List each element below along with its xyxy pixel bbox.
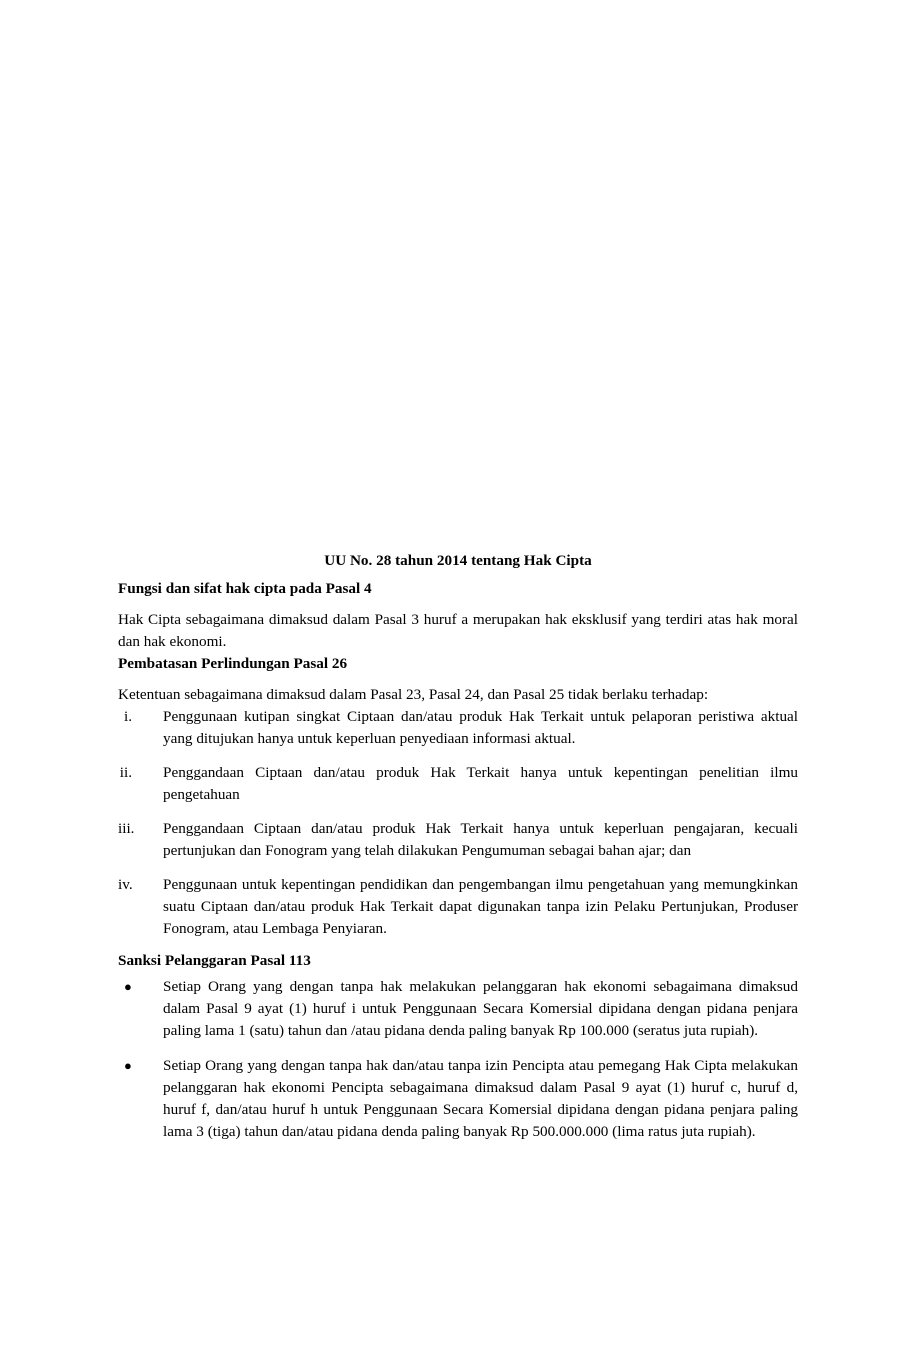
list-item: [118, 762, 798, 806]
bullet-icon: ●: [124, 1058, 132, 1073]
list-pasal-113: [118, 976, 798, 1143]
section-heading-pasal-26: Pembatasan Perlindungan Pasal 26: [118, 655, 348, 672]
list-pasal-26: [118, 706, 798, 940]
list-item: [118, 706, 798, 750]
list-item-text: Penggunaan untuk kepentingan pendidikan dan pengembangan ilmu pengetahuan yang memungkinkan suatu Ciptaan dan/atau produk Hak Terkait dapat digunakan tanpa izin Pelaku Pertunjukan, Produser Fonogram, atau Lembaga Penyiaran.: [163, 876, 798, 937]
list-item: [118, 1055, 798, 1143]
list-item: [118, 818, 798, 862]
paragraph-pasal-4: Hak Cipta sebagaimana dimaksud dalam Pasal 3 huruf a merupakan hak eksklusif yang terdiri atas hak moral dan hak ekonomi.: [118, 611, 798, 650]
list-item-text: Penggandaan Ciptaan dan/atau produk Hak Terkait hanya untuk kepentingan penelitian ilmu pengetahuan: [163, 764, 798, 803]
list-marker: iv.: [118, 876, 133, 893]
paragraph-pasal-26-intro: Ketentuan sebagaimana dimaksud dalam Pasal 23, Pasal 24, dan Pasal 25 tidak berlaku terhadap:: [118, 686, 709, 703]
list-item: [118, 874, 798, 940]
list-marker: iii.: [118, 820, 135, 837]
document-title: UU No. 28 tahun 2014 tentang Hak Cipta: [324, 552, 592, 569]
section-heading-pasal-113: Sanksi Pelanggaran Pasal 113: [118, 952, 311, 969]
list-item-text: Penggandaan Ciptaan dan/atau produk Hak Terkait hanya untuk keperluan pengajaran, kecuali pertunjukan dan Fonogram yang telah dilakukan Pengumuman sebagai bahan ajar; dan: [163, 820, 798, 859]
bullet-icon: ●: [124, 979, 132, 994]
list-item-text: Setiap Orang yang dengan tanpa hak melakukan pelanggaran hak ekonomi sebagaimana dimaksud dalam Pasal 9 ayat (1) huruf i untuk Penggunaan Secara Komersial dipidana dengan pidana penjara paling lama 1 (satu) tahun dan /atau pidana denda paling banyak Rp 100.000 (seratus juta rupiah).: [163, 978, 798, 1039]
list-marker: i.: [123, 708, 132, 725]
document-page: [118, 550, 798, 1156]
section-heading-pasal-4: Fungsi dan sifat hak cipta pada Pasal 4: [118, 580, 372, 597]
list-item-text: Setiap Orang yang dengan tanpa hak dan/atau tanpa izin Pencipta atau pemegang Hak Cipta melakukan pelanggaran hak ekonomi Pencipta sebagaimana dimaksud dalam Pasal 9 ayat (1) huruf c, huruf d, huruf f, dan/atau huruf h untuk Penggunaan Secara Komersial dipidana dengan pidana penjara paling lama 3 (tiga) tahun dan/atau pidana denda paling banyak Rp 500.000.000 (lima ratus juta rupiah).: [163, 1057, 798, 1140]
list-marker: ii.: [119, 764, 132, 781]
list-item: [118, 976, 798, 1042]
list-item-text: Penggunaan kutipan singkat Ciptaan dan/atau produk Hak Terkait untuk pelaporan peristiwa aktual yang ditujukan hanya untuk keperluan penyediaan informasi aktual.: [163, 708, 798, 747]
